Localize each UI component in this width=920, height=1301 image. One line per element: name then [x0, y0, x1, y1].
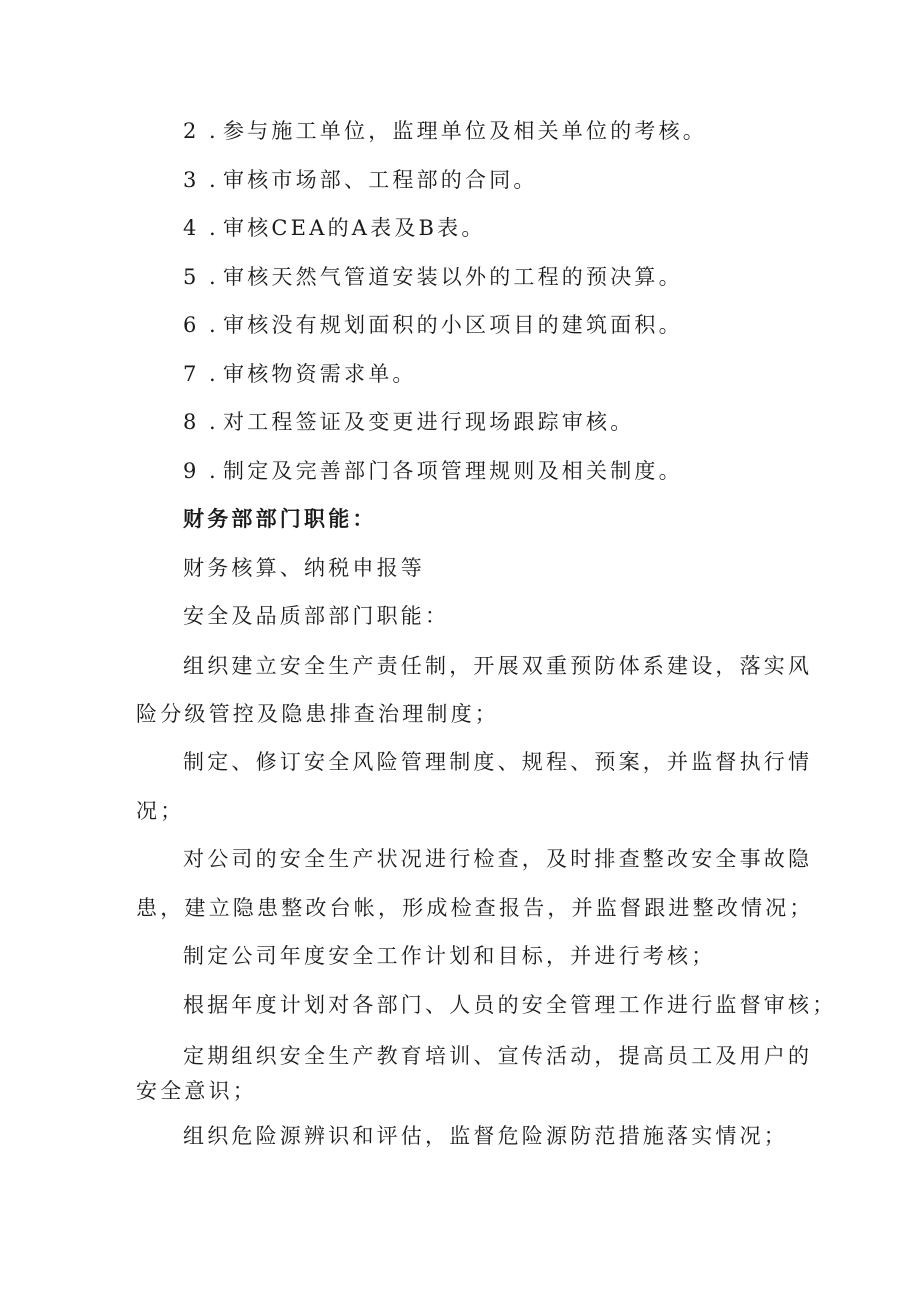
list-item-5 — [183, 263, 683, 291]
safety-paragraph-1-line-1: 组织建立安全生产责任制，开展双重预防体系建设，落实风 — [183, 654, 813, 678]
safety-paragraph-7: 组织危险源辨识和评估，监督危险源防范措施落实情况； — [183, 1124, 788, 1148]
list-item-text: 审核天然气管道安装以外的工程的预决算。 — [223, 265, 683, 289]
list-item-number: 6 — [183, 313, 200, 337]
list-item-number: 3 — [183, 168, 200, 192]
list-item-text: 审核物资需求单。 — [223, 362, 417, 386]
safety-paragraph-6-line-1: 定期组织安全生产教育培训、宣传活动，提高员工及用户的 — [183, 1044, 813, 1068]
safety-paragraph-3-line-2: 患，建立隐患整改台帐，形成检查报告，并监督跟进整改情况； — [136, 896, 814, 920]
finance-heading: 财务部部门职能： — [183, 506, 377, 531]
list-item-text: 参与施工单位，监理单位及相关单位的考核。 — [223, 119, 707, 143]
list-item-text: 审核CEA的A表及B表。 — [223, 216, 486, 240]
list-item-number: 2 — [183, 119, 200, 143]
list-item-text: 制定及完善部门各项管理规则及相关制度。 — [223, 459, 683, 483]
list-item-6 — [183, 311, 683, 339]
safety-paragraph-2-line-1: 制定、修订安全风险管理制度、规程、预案，并监督执行情 — [183, 750, 813, 774]
list-item-text: 对工程签证及变更进行现场跟踪审核。 — [223, 410, 635, 434]
safety-paragraph-5: 根据年度计划对各部门、人员的安全管理工作进行监督审核； — [183, 993, 837, 1017]
list-item-dot: . — [209, 362, 219, 386]
list-item-dot: . — [209, 313, 219, 337]
list-item-dot: . — [209, 410, 219, 434]
list-item-7 — [183, 360, 417, 388]
list-item-dot: . — [209, 119, 219, 143]
safety-paragraph-2-line-2: 况； — [136, 799, 185, 823]
list-item-number: 4 — [183, 216, 200, 240]
list-item-3 — [183, 166, 538, 194]
list-item-number: 5 — [183, 265, 200, 289]
safety-paragraph-6-line-2: 安全意识； — [136, 1079, 257, 1103]
list-item-8 — [183, 408, 634, 436]
list-item-number: 8 — [183, 410, 200, 434]
list-item-dot: . — [209, 168, 219, 192]
list-item-dot: . — [209, 459, 219, 483]
list-item-2 — [183, 117, 707, 145]
safety-paragraph-4: 制定公司年度安全工作计划和目标，并进行考核； — [183, 944, 716, 968]
safety-paragraph-1-line-2: 险分级管控及隐患排查治理制度； — [136, 702, 499, 726]
list-item-9 — [183, 457, 683, 485]
safety-heading: 安全及品质部部门职能： — [183, 604, 450, 628]
list-item-text: 审核没有规划面积的小区项目的建筑面积。 — [223, 313, 683, 337]
list-item-text: 审核市场部、工程部的合同。 — [223, 168, 538, 192]
list-item-4 — [183, 214, 486, 242]
list-item-number: 7 — [183, 362, 200, 386]
list-item-dot: . — [209, 216, 219, 240]
list-item-number: 9 — [183, 459, 200, 483]
list-item-dot: . — [209, 265, 219, 289]
safety-paragraph-3-line-1: 对公司的安全生产状况进行检查，及时排查整改安全事故隐 — [183, 847, 813, 871]
finance-text: 财务核算、纳税申报等 — [183, 556, 425, 580]
